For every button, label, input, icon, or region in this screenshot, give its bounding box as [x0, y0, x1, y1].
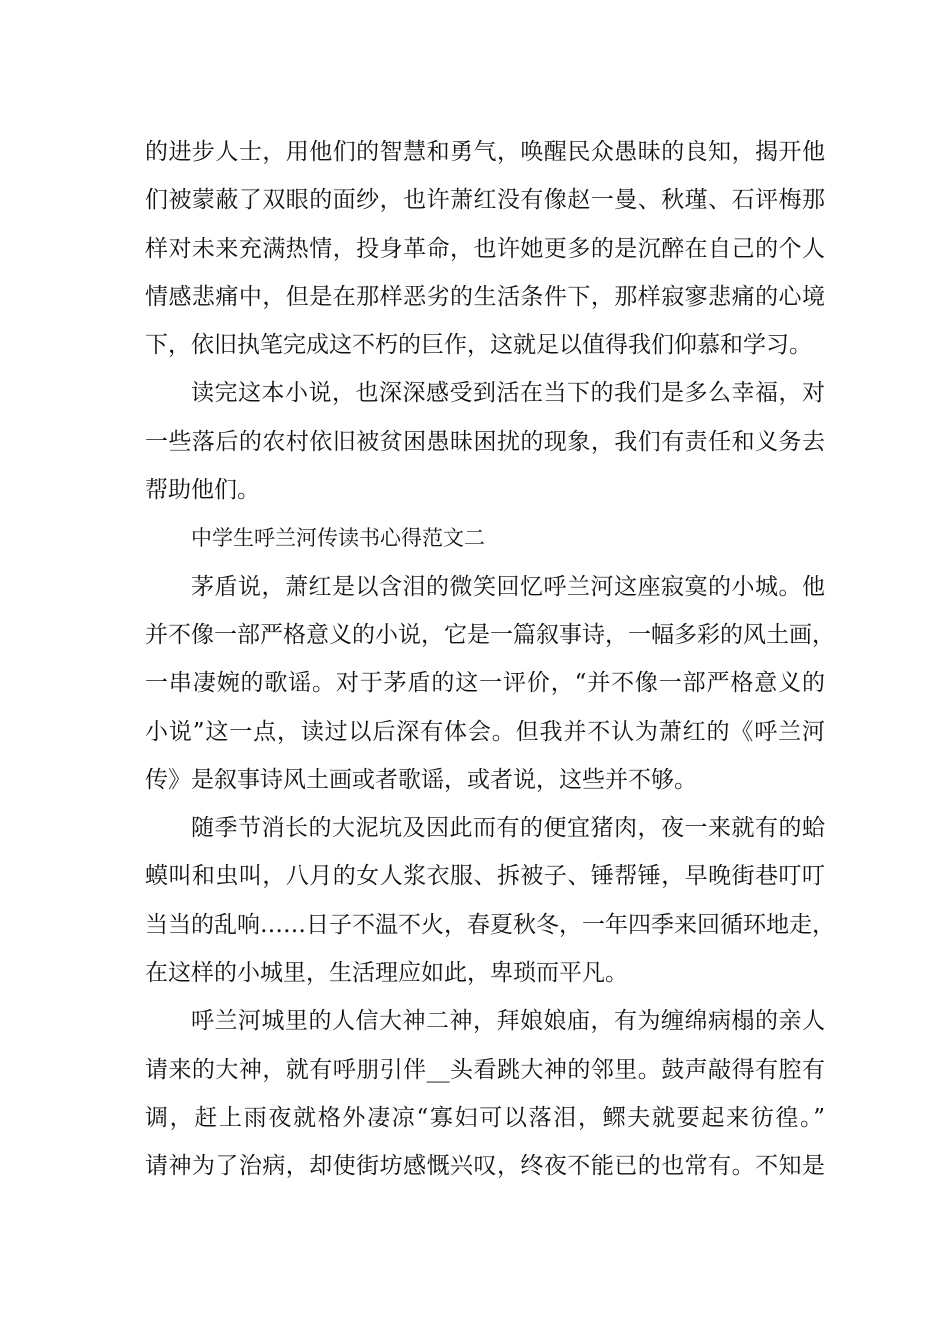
text-line: 一些落后的农村依旧被贫困愚昧困扰的现象，我们有责任和义务去 — [145, 428, 825, 455]
section-heading-text: 中学生呼兰河传读书心得范文二 — [191, 526, 485, 551]
document-body — [145, 128, 835, 1191]
paragraph-2 — [145, 369, 825, 514]
text-line: 调，赶上雨夜就格外凄凉“寡妇可以落泪，鳏夫就要起来彷徨。” — [145, 1104, 825, 1131]
paragraph-5 — [145, 997, 825, 1190]
text-line: 在这样的小城里，生活理应如此，卑琐而平凡。 — [145, 960, 628, 987]
section-heading — [145, 514, 825, 562]
text-line: 小说”这一点，读过以后深有体会。但我并不认为萧红的《呼兰河 — [145, 718, 825, 745]
text-line: 呼兰河城里的人信大神二神，拜娘娘庙，有为缠绵病榻的亲人 — [191, 1008, 825, 1035]
paragraph-3 — [145, 563, 835, 804]
text-line: 随季节消长的大泥坑及因此而有的便宜猪肉，夜一来就有的蛤 — [191, 815, 825, 842]
paragraph-4 — [145, 804, 835, 997]
text-line: 并不像一部严格意义的小说，它是一篇叙事诗，一幅多彩的风土画， — [145, 621, 835, 648]
text-line: 当当的乱响……日子不温不火，春夏秋冬，一年四季来回循环地走， — [145, 911, 835, 938]
text-line: 读完这本小说，也深深感受到活在当下的我们是多么幸福，对 — [191, 380, 825, 407]
text-line: 一串凄婉的歌谣。对于茅盾的这一评价，“并不像一部严格意义的 — [145, 670, 825, 697]
text-line: 样对未来充满热情，投身革命，也许她更多的是沉醉在自己的个人 — [145, 235, 825, 262]
text-line: 茅盾说，萧红是以含泪的微笑回忆呼兰河这座寂寞的小城。他 — [191, 573, 825, 600]
text-line: 请来的大神，就有呼朋引伴__头看跳大神的邻里。鼓声敲得有腔有 — [145, 1056, 825, 1083]
text-line: 传》是叙事诗风土画或者歌谣，或者说，这些并不够。 — [145, 766, 697, 793]
text-line: 蟆叫和虫叫，八月的女人浆衣服、拆被子、锤帮锤，早晚街巷叮叮 — [145, 863, 825, 890]
text-line: 帮助他们。 — [145, 477, 260, 504]
text-line: 情感悲痛中，但是在那样恶劣的生活条件下，那样寂寥悲痛的心境 — [145, 283, 825, 310]
text-line: 下，依旧执笔完成这不朽的巨作，这就足以值得我们仰慕和学习。 — [145, 332, 812, 359]
text-line: 请神为了治病，却使街坊感慨兴叹，终夜不能已的也常有。不知是 — [145, 1153, 825, 1180]
text-line: 们被蒙蔽了双眼的面纱，也许萧红没有像赵一曼、秋瑾、石评梅那 — [145, 187, 825, 214]
text-line: 的进步人士，用他们的智慧和勇气，唤醒民众愚昧的良知，揭开他 — [145, 139, 825, 165]
paragraph-1 — [145, 128, 825, 369]
